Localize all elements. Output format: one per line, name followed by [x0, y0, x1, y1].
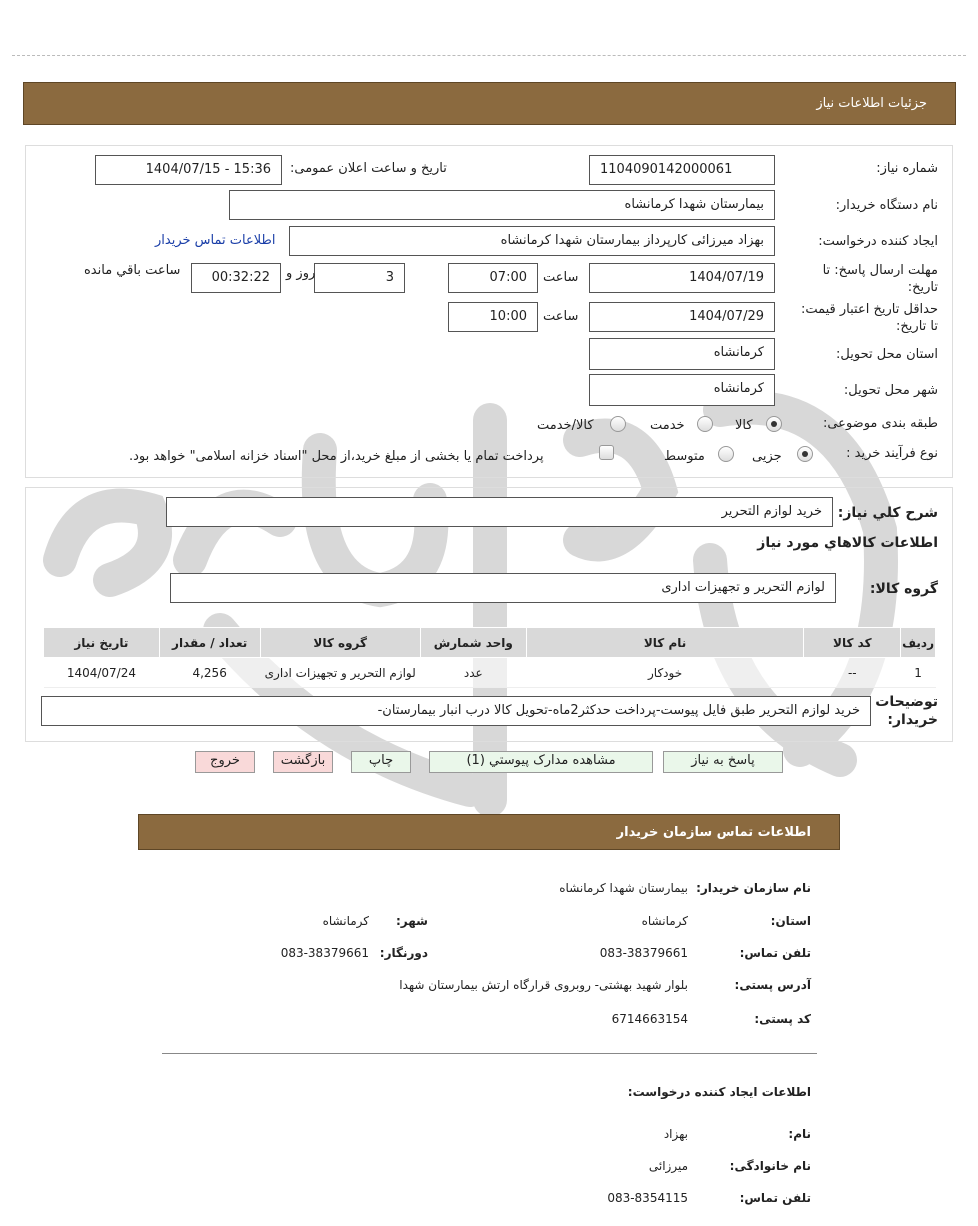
cell-qty: 4,256: [159, 658, 260, 688]
deadline-label-2: تاریخ:: [907, 280, 938, 295]
creator-label: ایجاد کننده درخواست:: [818, 234, 938, 249]
contact-divider: [162, 1053, 817, 1054]
process-minor-radio[interactable]: [797, 446, 813, 462]
contact-phone-value: 083-38379661: [599, 946, 688, 960]
validity-label: حداقل تاریخ اعتبار قیمت:: [800, 302, 938, 317]
buyer-notes-label: توضیحات: [875, 694, 938, 710]
category-both-radio[interactable]: [610, 416, 626, 432]
col-row: رديف: [901, 628, 936, 658]
buyer-contact-link[interactable]: اطلاعات تماس خریدار: [155, 233, 276, 248]
col-unit: واحد شمارش: [420, 628, 526, 658]
org-value: بیمارستان شهدا کرمانشاه: [559, 881, 688, 895]
summary-desc-label: شرح کلي نياز:: [837, 505, 938, 521]
category-label: طبقه بندی موضوعی:: [822, 416, 938, 431]
back-button[interactable]: بازگشت: [273, 751, 333, 773]
buyer-label: نام دستگاه خریدار:: [835, 198, 938, 213]
validity-time-field: 10:00: [448, 302, 538, 332]
category-both-label: کالا/خدمت: [537, 418, 594, 433]
contact-phone-label: تلفن تماس:: [739, 946, 811, 960]
validity-date-field: 1404/07/29: [589, 302, 775, 332]
summary-desc-field: خرید لوازم التحریر: [166, 497, 833, 527]
creator-phone-label: تلفن تماس:: [739, 1191, 811, 1205]
city-field: کرمانشاه: [589, 374, 775, 406]
days-field: 3: [314, 263, 405, 293]
deadline-time-label: ساعت: [543, 270, 579, 285]
process-label: نوع فرآیند خرید :: [846, 446, 938, 461]
process-medium-radio[interactable]: [718, 446, 734, 462]
contact-city-label: شهر:: [396, 914, 428, 928]
creator-info-title: اطلاعات ایجاد کننده درخواست:: [627, 1085, 811, 1099]
deadline-time-field: 07:00: [448, 263, 538, 293]
goods-table: [43, 627, 936, 688]
cell-name: خودکار: [526, 658, 804, 688]
col-date: تاریخ نیاز: [44, 628, 160, 658]
top-divider: [12, 55, 966, 56]
contact-header: [138, 814, 840, 850]
exit-button[interactable]: خروج: [195, 751, 255, 773]
category-service-label: خدمت: [650, 418, 685, 433]
reply-button[interactable]: پاسخ به نیاز: [663, 751, 783, 773]
creator-name-value: بهزاد: [663, 1127, 688, 1141]
print-button[interactable]: چاپ: [351, 751, 411, 773]
col-group: گروه کالا: [260, 628, 420, 658]
need-number-label: شماره نیاز:: [876, 161, 938, 176]
creator-family-label: نام خانوادگی:: [729, 1159, 811, 1173]
process-medium-label: متوسط: [664, 449, 705, 464]
col-name: نام کالا: [526, 628, 804, 658]
postal-label: کد پستی:: [754, 1012, 811, 1026]
remaining-field: 00:32:22: [191, 263, 281, 293]
table-row: [44, 658, 936, 688]
process-minor-label: جزیی: [752, 449, 782, 464]
city-label: شهر محل تحویل:: [843, 383, 938, 398]
need-number-field: 1104090142000061: [589, 155, 775, 185]
announce-label: تاریخ و ساعت اعلان عمومی:: [290, 161, 447, 176]
category-goods-label: کالا: [735, 418, 753, 433]
col-qty: تعداد / مقدار: [159, 628, 260, 658]
cell-group: لوازم التحریر و تجهیزات اداری: [260, 658, 420, 688]
contact-fax-label: دورنگار:: [379, 946, 428, 960]
days-label: روز و: [286, 266, 316, 281]
contact-province-value: کرمانشاه: [641, 914, 688, 928]
province-field: کرمانشاه: [589, 338, 775, 370]
category-goods-radio[interactable]: [766, 416, 782, 432]
cell-unit: عدد: [420, 658, 526, 688]
province-label: استان محل تحویل:: [836, 347, 938, 362]
contact-fax-value: 083-38379661: [280, 946, 369, 960]
deadline-label: مهلت ارسال پاسخ: تا: [822, 263, 938, 278]
creator-name-label: نام:: [788, 1127, 811, 1141]
treasury-payment-note: پرداخت تمام یا بخشی از مبلغ خرید،از محل "اسناد خزانه اسلامی" خواهد بود.: [129, 449, 544, 464]
contact-city-value: کرمانشاه: [322, 914, 369, 928]
goods-group-field: لوازم التحریر و تجهیزات اداری: [170, 573, 836, 603]
buyer-notes-field: خرید لوازم التحریر طبق فایل پیوست-پرداخت حدکثر2ماه-تحویل کالا درب انبار بیمارستان-: [41, 696, 871, 726]
cell-code: --: [804, 658, 901, 688]
creator-family-value: میرزائی: [648, 1159, 688, 1173]
details-header: [23, 82, 956, 125]
deadline-date-field: 1404/07/19: [589, 263, 775, 293]
remaining-label: ساعت باقي مانده: [84, 263, 181, 278]
goods-title: اطلاعات کالاهاي مورد نياز: [757, 535, 938, 551]
contact-province-label: استان:: [770, 914, 811, 928]
col-code: کد کالا: [804, 628, 901, 658]
cell-row: 1: [901, 658, 936, 688]
details-header-title: جزئیات اطلاعات نیاز: [816, 96, 927, 111]
buyer-notes-label-2: خریدار:: [887, 712, 938, 728]
buyer-field: بیمارستان شهدا کرمانشاه: [229, 190, 775, 220]
creator-field: بهزاد میرزائی کارپرداز بیمارستان شهدا کرمانشاه: [289, 226, 775, 256]
category-service-radio[interactable]: [697, 416, 713, 432]
validity-label-2: تا تاریخ:: [896, 319, 938, 334]
contact-header-title: اطلاعات تماس سازمان خریدار: [616, 825, 811, 840]
attachments-button[interactable]: مشاهده مدارک پیوستي (1): [429, 751, 653, 773]
postal-value: 6714663154: [611, 1012, 688, 1026]
goods-group-label: گروه کالا:: [869, 581, 938, 597]
cell-date: 1404/07/24: [44, 658, 160, 688]
address-value: بلوار شهید بهشتی- روبروی قرارگاه ارتش بیمارستان شهدا: [399, 978, 688, 992]
validity-time-label: ساعت: [543, 309, 579, 324]
address-label: آدرس پستی:: [734, 978, 811, 992]
org-label: نام سازمان خریدار:: [696, 881, 811, 895]
treasury-payment-checkbox[interactable]: [599, 445, 614, 460]
announce-field: 1404/07/15 - 15:36: [95, 155, 282, 185]
creator-phone-value: 083-8354115: [607, 1191, 688, 1205]
